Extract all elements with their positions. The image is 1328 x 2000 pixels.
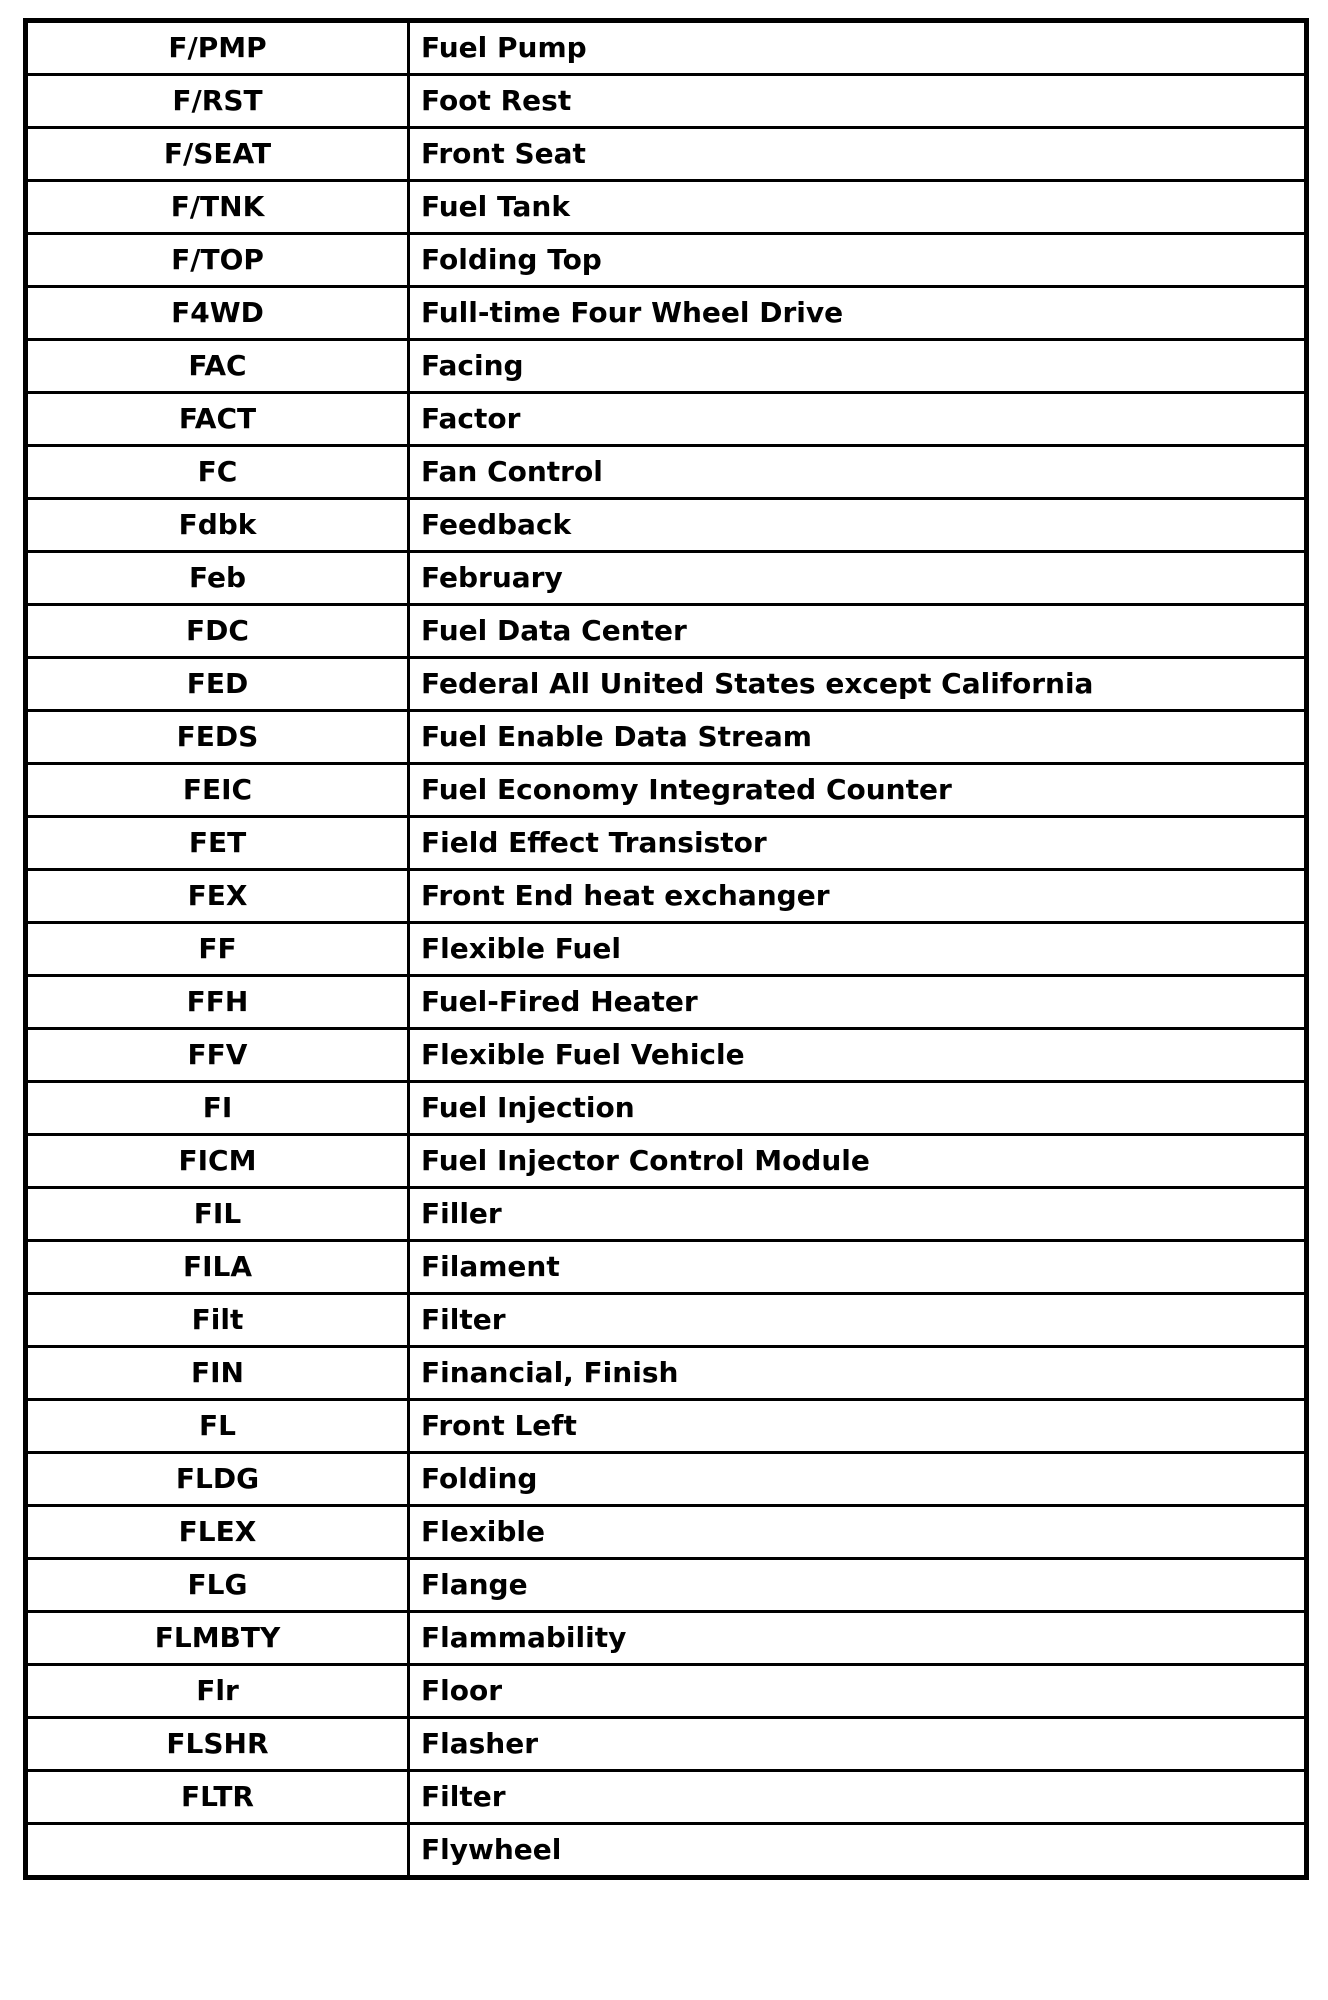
table-row — [26, 393, 1307, 446]
abbreviation-cell: FLSHR — [26, 1718, 409, 1771]
abbreviation-cell: FDC — [26, 605, 409, 658]
meaning-cell: Flywheel — [409, 1824, 1307, 1878]
table-row — [26, 1135, 1307, 1188]
meaning-cell: Fuel Data Center — [409, 605, 1307, 658]
table-row — [26, 1506, 1307, 1559]
table-row — [26, 870, 1307, 923]
table-row — [26, 1718, 1307, 1771]
table-row — [26, 21, 1307, 75]
table-row — [26, 817, 1307, 870]
abbreviation-cell: FFV — [26, 1029, 409, 1082]
meaning-cell: February — [409, 552, 1307, 605]
abbreviation-cell: FC — [26, 446, 409, 499]
abbreviation-cell: FI — [26, 1082, 409, 1135]
meaning-cell: Front Seat — [409, 128, 1307, 181]
table-row — [26, 287, 1307, 340]
meaning-cell: Folding — [409, 1453, 1307, 1506]
table-row — [26, 446, 1307, 499]
abbreviation-cell: F/TOP — [26, 234, 409, 287]
abbreviation-cell: FED — [26, 658, 409, 711]
abbreviation-cell: FEDS — [26, 711, 409, 764]
abbreviation-cell: FAC — [26, 340, 409, 393]
meaning-cell: Fuel-Fired Heater — [409, 976, 1307, 1029]
abbreviation-cell: FEX — [26, 870, 409, 923]
table-row — [26, 552, 1307, 605]
meaning-cell: Filter — [409, 1294, 1307, 1347]
meaning-cell: Flexible Fuel — [409, 923, 1307, 976]
abbreviation-cell: FF — [26, 923, 409, 976]
table-row — [26, 1559, 1307, 1612]
abbreviation-cell: FIL — [26, 1188, 409, 1241]
meaning-cell: Financial, Finish — [409, 1347, 1307, 1400]
meaning-cell: Factor — [409, 393, 1307, 446]
table-row — [26, 1665, 1307, 1718]
abbreviation-cell: FICM — [26, 1135, 409, 1188]
meaning-cell: Fuel Economy Integrated Counter — [409, 764, 1307, 817]
abbreviation-cell: Feb — [26, 552, 409, 605]
table-row — [26, 1082, 1307, 1135]
abbreviation-cell: FLG — [26, 1559, 409, 1612]
meaning-cell: Fuel Tank — [409, 181, 1307, 234]
table-row — [26, 75, 1307, 128]
meaning-cell: Filter — [409, 1771, 1307, 1824]
table-row — [26, 605, 1307, 658]
table-row — [26, 1029, 1307, 1082]
table-row — [26, 976, 1307, 1029]
abbreviation-cell: Flr — [26, 1665, 409, 1718]
table-row — [26, 764, 1307, 817]
abbreviation-cell: Fdbk — [26, 499, 409, 552]
meaning-cell: Full-time Four Wheel Drive — [409, 287, 1307, 340]
abbreviation-cell: FET — [26, 817, 409, 870]
meaning-cell: Fuel Injector Control Module — [409, 1135, 1307, 1188]
abbreviation-cell: FL — [26, 1400, 409, 1453]
abbreviation-cell: FFH — [26, 976, 409, 1029]
table-row — [26, 1188, 1307, 1241]
table-row — [26, 1771, 1307, 1824]
meaning-cell: Flammability — [409, 1612, 1307, 1665]
abbreviation-cell: FILA — [26, 1241, 409, 1294]
abbreviation-cell: FLEX — [26, 1506, 409, 1559]
meaning-cell: Field Effect Transistor — [409, 817, 1307, 870]
table-row — [26, 1241, 1307, 1294]
table-row — [26, 128, 1307, 181]
abbreviation-cell: F/SEAT — [26, 128, 409, 181]
meaning-cell: Front Left — [409, 1400, 1307, 1453]
table-row — [26, 1824, 1307, 1878]
meaning-cell: Foot Rest — [409, 75, 1307, 128]
meaning-cell: Floor — [409, 1665, 1307, 1718]
meaning-cell: Facing — [409, 340, 1307, 393]
meaning-cell: Filler — [409, 1188, 1307, 1241]
table-row — [26, 181, 1307, 234]
meaning-cell: Feedback — [409, 499, 1307, 552]
meaning-cell: Fuel Pump — [409, 21, 1307, 75]
abbreviation-cell: F/RST — [26, 75, 409, 128]
abbreviation-cell: FIN — [26, 1347, 409, 1400]
meaning-cell: Flasher — [409, 1718, 1307, 1771]
meaning-cell: Filament — [409, 1241, 1307, 1294]
abbreviation-cell: FLMBTY — [26, 1612, 409, 1665]
table-row — [26, 499, 1307, 552]
table-row — [26, 1294, 1307, 1347]
table-row — [26, 234, 1307, 287]
meaning-cell: Fan Control — [409, 446, 1307, 499]
meaning-cell: Flange — [409, 1559, 1307, 1612]
abbreviation-table-body — [26, 21, 1307, 1878]
table-row — [26, 1347, 1307, 1400]
abbreviation-cell: F/TNK — [26, 181, 409, 234]
meaning-cell: Flexible — [409, 1506, 1307, 1559]
meaning-cell: Fuel Enable Data Stream — [409, 711, 1307, 764]
abbreviation-cell: FACT — [26, 393, 409, 446]
abbreviation-cell — [26, 1824, 409, 1878]
abbreviation-cell: FEIC — [26, 764, 409, 817]
meaning-cell: Flexible Fuel Vehicle — [409, 1029, 1307, 1082]
table-row — [26, 1612, 1307, 1665]
table-row — [26, 1453, 1307, 1506]
meaning-cell: Fuel Injection — [409, 1082, 1307, 1135]
abbreviation-table — [23, 18, 1309, 1880]
abbreviation-cell: FLTR — [26, 1771, 409, 1824]
abbreviation-cell: F/PMP — [26, 21, 409, 75]
table-row — [26, 658, 1307, 711]
meaning-cell: Folding Top — [409, 234, 1307, 287]
abbreviation-cell: F4WD — [26, 287, 409, 340]
table-row — [26, 711, 1307, 764]
abbreviation-cell: FLDG — [26, 1453, 409, 1506]
table-row — [26, 1400, 1307, 1453]
table-row — [26, 340, 1307, 393]
table-row — [26, 923, 1307, 976]
meaning-cell: Front End heat exchanger — [409, 870, 1307, 923]
abbreviation-cell: Filt — [26, 1294, 409, 1347]
meaning-cell: Federal All United States except California — [409, 658, 1307, 711]
